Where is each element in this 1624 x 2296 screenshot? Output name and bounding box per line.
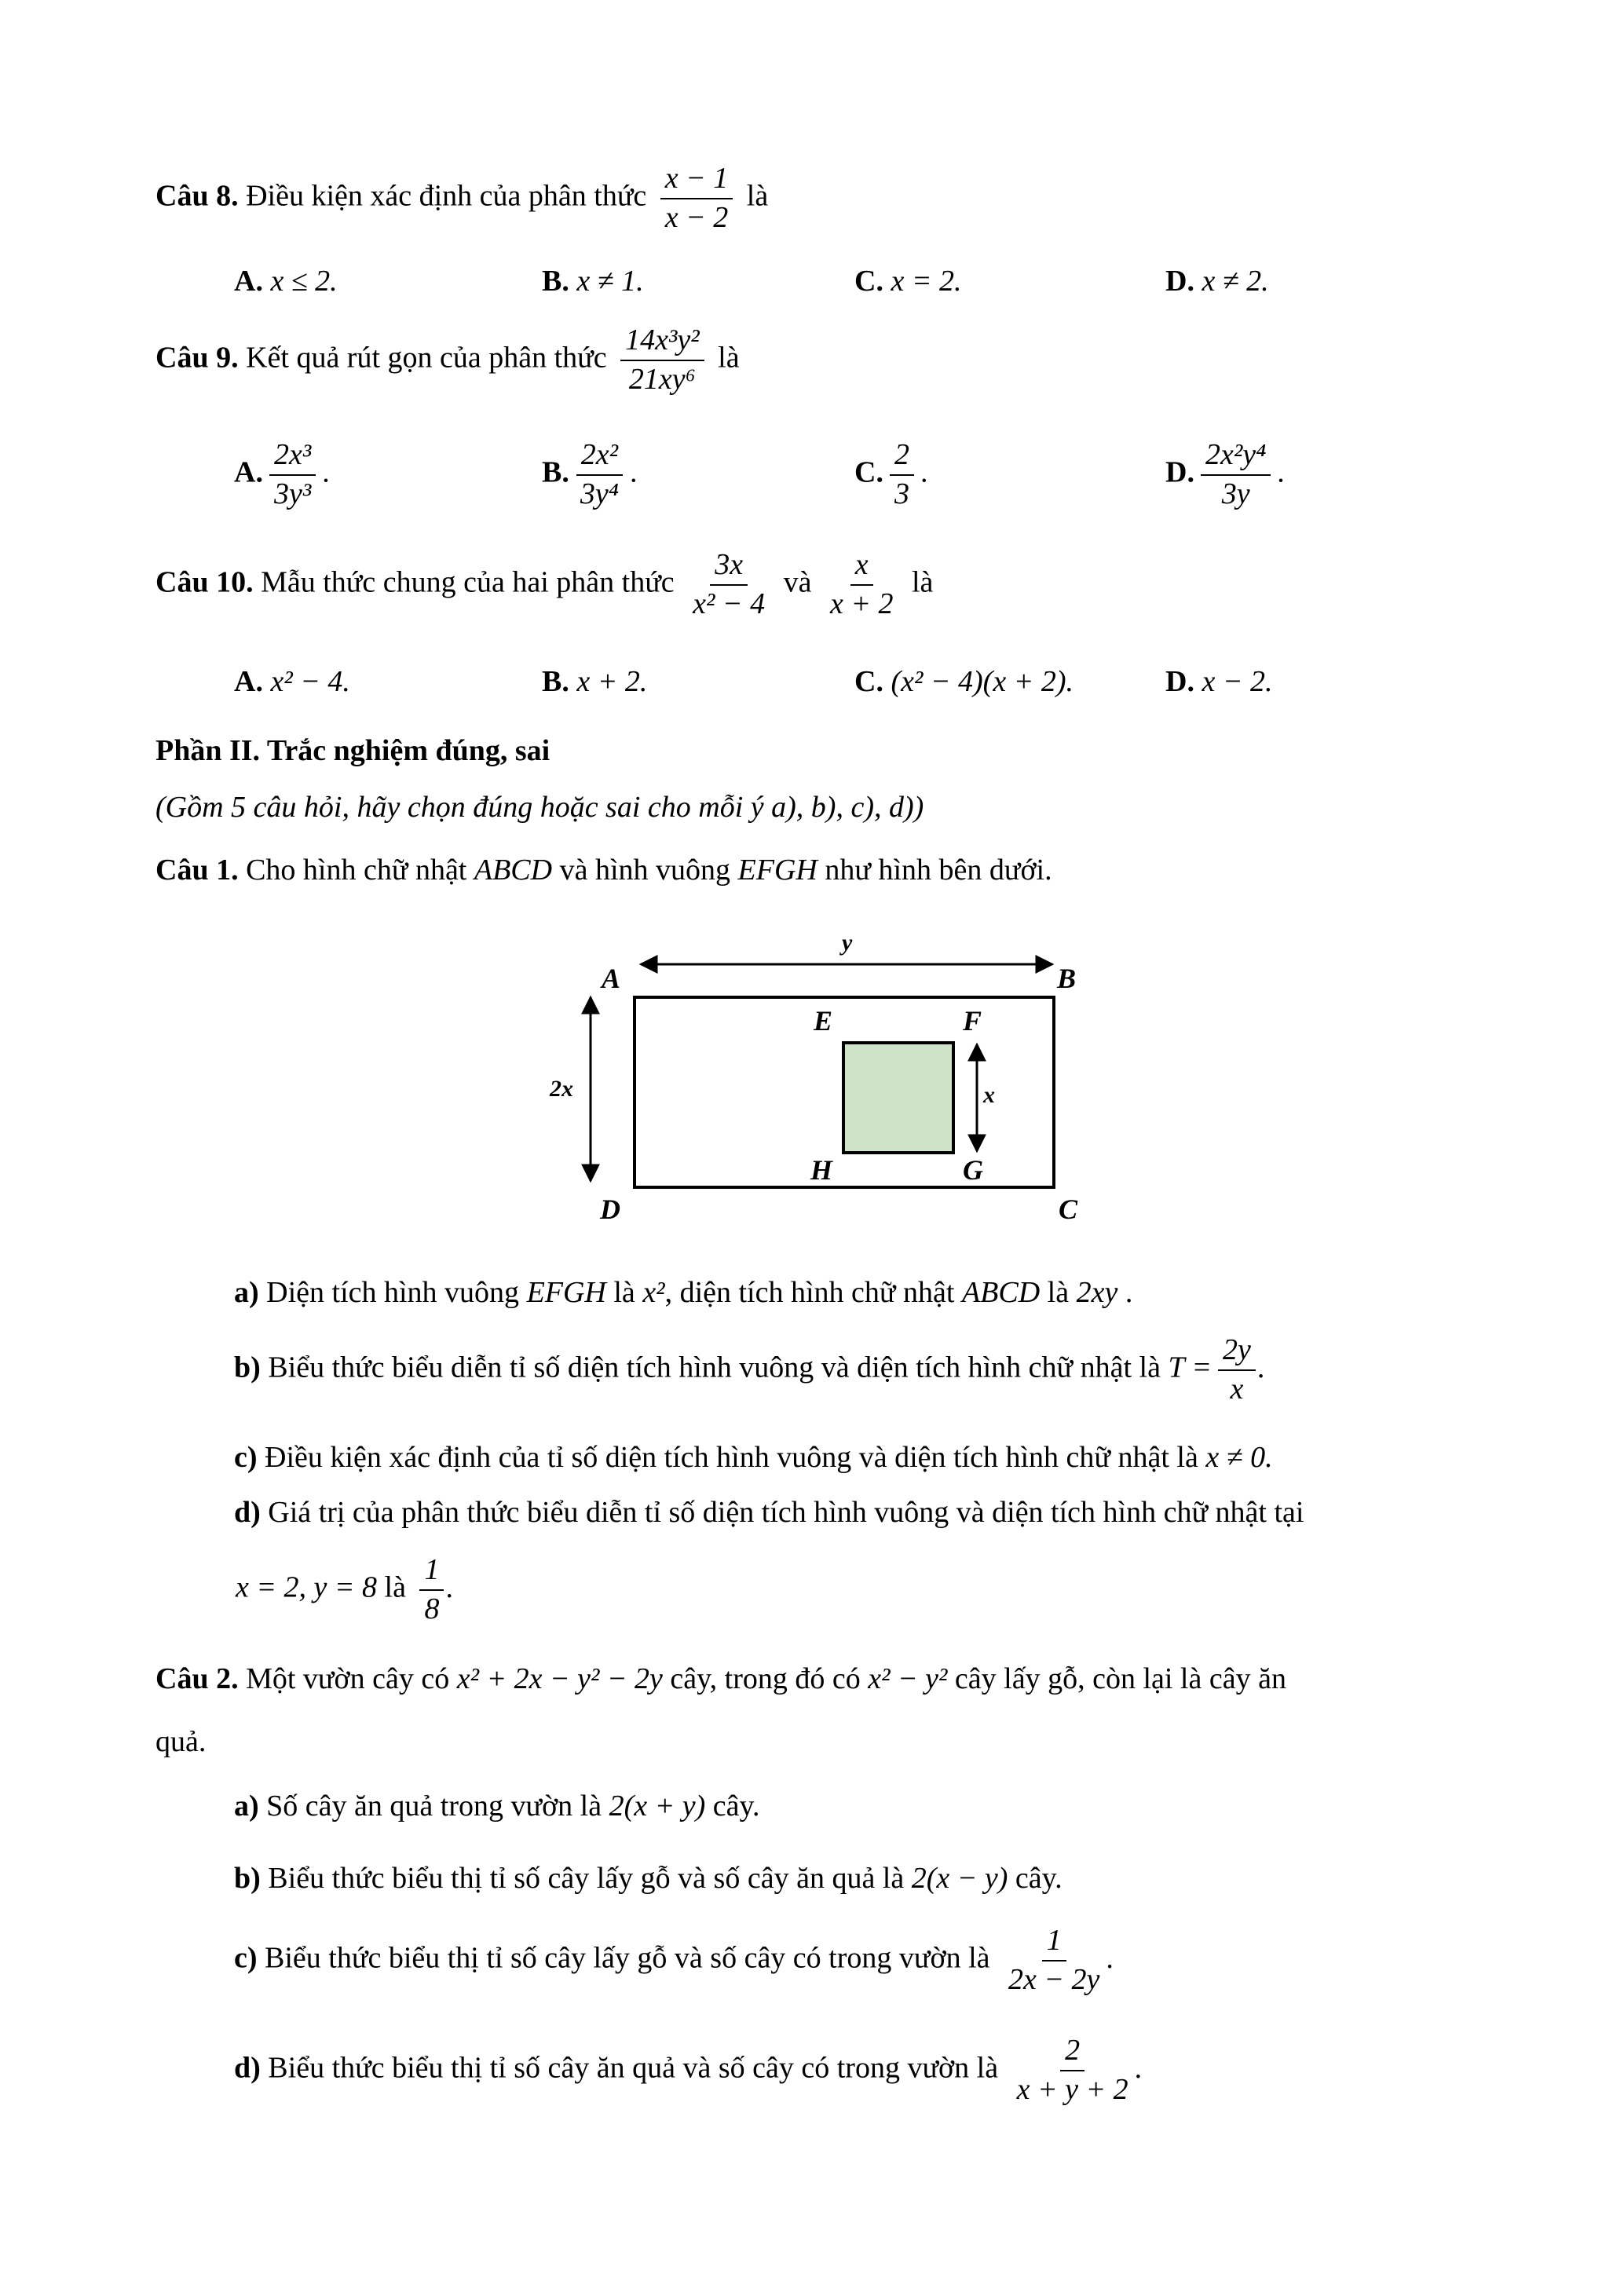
p2q2-item-a: a) Số cây ăn quả trong vườn là 2(x + y) cây.: [234, 1790, 760, 1823]
label-c: C: [1059, 1194, 1078, 1225]
q10-stem: Câu 10. Mẫu thức chung của hai phân thức $\frac{3x}{\text{x² − 4}}$ và $\frac{x}{x + 2}$ là: [155, 548, 934, 620]
p2q1-item-b: b) Biểu thức biểu diễn tỉ số diện tích hình vuông và diện tích hình chữ nhật là T = $\frac{2y}{x}$ .: [234, 1333, 1265, 1406]
p2q2-stem-cont: quả.: [155, 1725, 207, 1758]
label-g: G: [963, 1154, 983, 1186]
label-b: B: [1057, 963, 1077, 994]
q9-tail: là: [718, 341, 740, 375]
q8-label: Câu 8.: [155, 179, 239, 213]
q9-fraction: $\frac{\text{14x³y²}}{\text{21xy⁶}}$: [620, 325, 704, 396]
q9-text: Kết quả rút gọn của phân thức: [246, 341, 607, 375]
p2q1-stem: Câu 1. Cho hình chữ nhật ABCD và hình vuông EFGH như hình bên dưới.: [155, 854, 1052, 887]
label-x: x: [983, 1082, 995, 1108]
p2q2-stem: Câu 2. Một vườn cây có x² + 2x − y² − 2y cây, trong đó có x² − y² cây lấy gỗ, còn lại là cây ăn: [155, 1662, 1286, 1695]
q10-option-c: C. (x² − 4)(x + 2).: [854, 665, 1074, 698]
label-f: F: [963, 1005, 982, 1036]
part2-title: Phần II. Trắc nghiệm đúng, sai: [155, 734, 550, 767]
label-y: y: [842, 930, 853, 956]
q10-option-b: B. x + 2.: [542, 665, 648, 698]
q8-option-c: C. x = 2.: [854, 265, 962, 298]
p2q1-item-d: d) Giá trị của phân thức biểu diễn tỉ số diện tích hình vuông và diện tích hình chữ nhật tại: [234, 1496, 1304, 1529]
square-efgh: [843, 1043, 953, 1153]
q9-option-b: B. $\frac{\text{2x²}}{\text{3y⁴}}$ .: [542, 438, 638, 510]
q10-fraction-1: $\frac{3x}{\text{x² − 4}}$: [693, 548, 766, 620]
label-2x: 2x: [550, 1076, 573, 1102]
q9-option-a: A. $\frac{\text{2x³}}{\text{3y³}}$ .: [234, 438, 330, 510]
q8-tail: là: [746, 179, 769, 213]
label-h: H: [810, 1154, 833, 1186]
q10-label: Câu 10.: [155, 565, 254, 599]
q8-text: Điều kiện xác định của phân thức: [246, 179, 647, 213]
p2q2-item-d: d) Biểu thức biểu thị tỉ số cây ăn quả và số cây có trong vườn là $\frac{2}{x + y + 2}$ .: [234, 2034, 1143, 2106]
q9-option-c: C. $\frac{2}{3}$ .: [854, 438, 928, 510]
part2-subtitle: (Gồm 5 câu hỏi, hãy chọn đúng hoặc sai cho mỗi ý a), b), c), d)): [155, 791, 924, 824]
p2q2-item-c: c) Biểu thức biểu thị tỉ số cây lấy gỗ và số cây có trong vườn là $\frac{1}{2x - 2y}$ .: [234, 1924, 1114, 1996]
p2q1-item-c: c) Điều kiện xác định của tỉ số diện tích hình vuông và diện tích hình chữ nhật là x ≠ 0.: [234, 1441, 1273, 1474]
p2q2-item-b: b) Biểu thức biểu thị tỉ số cây lấy gỗ và số cây ăn quả là 2(x − y) cây.: [234, 1862, 1063, 1895]
q10-option-d: D. x − 2.: [1165, 665, 1273, 698]
q10-option-a: A. x² − 4.: [234, 665, 350, 698]
q9-label: Câu 9.: [155, 341, 239, 375]
p2q1-item-d-cont: x = 2, y = 8 là $\frac{1}{8}$ .: [236, 1553, 453, 1625]
q8-frac-den: x − 2: [664, 200, 729, 234]
q9-option-d: D. $\frac{\text{2x²y⁴}}{3y}$ .: [1165, 438, 1285, 510]
q8-option-b: B. x ≠ 1.: [542, 265, 644, 298]
label-a: A: [602, 963, 621, 994]
q8-option-d: D. x ≠ 2.: [1165, 265, 1269, 298]
label-e: E: [814, 1005, 833, 1036]
p2q1-item-a: a) Diện tích hình vuông EFGH là x², diện tích hình chữ nhật ABCD là 2xy .: [234, 1276, 1133, 1309]
q8-option-a: A. x ≤ 2.: [234, 265, 338, 298]
q10-fraction-2: $\frac{x}{x + 2}$: [829, 548, 894, 620]
q8-frac-num: x − 1: [660, 163, 733, 199]
label-d: D: [600, 1194, 620, 1225]
